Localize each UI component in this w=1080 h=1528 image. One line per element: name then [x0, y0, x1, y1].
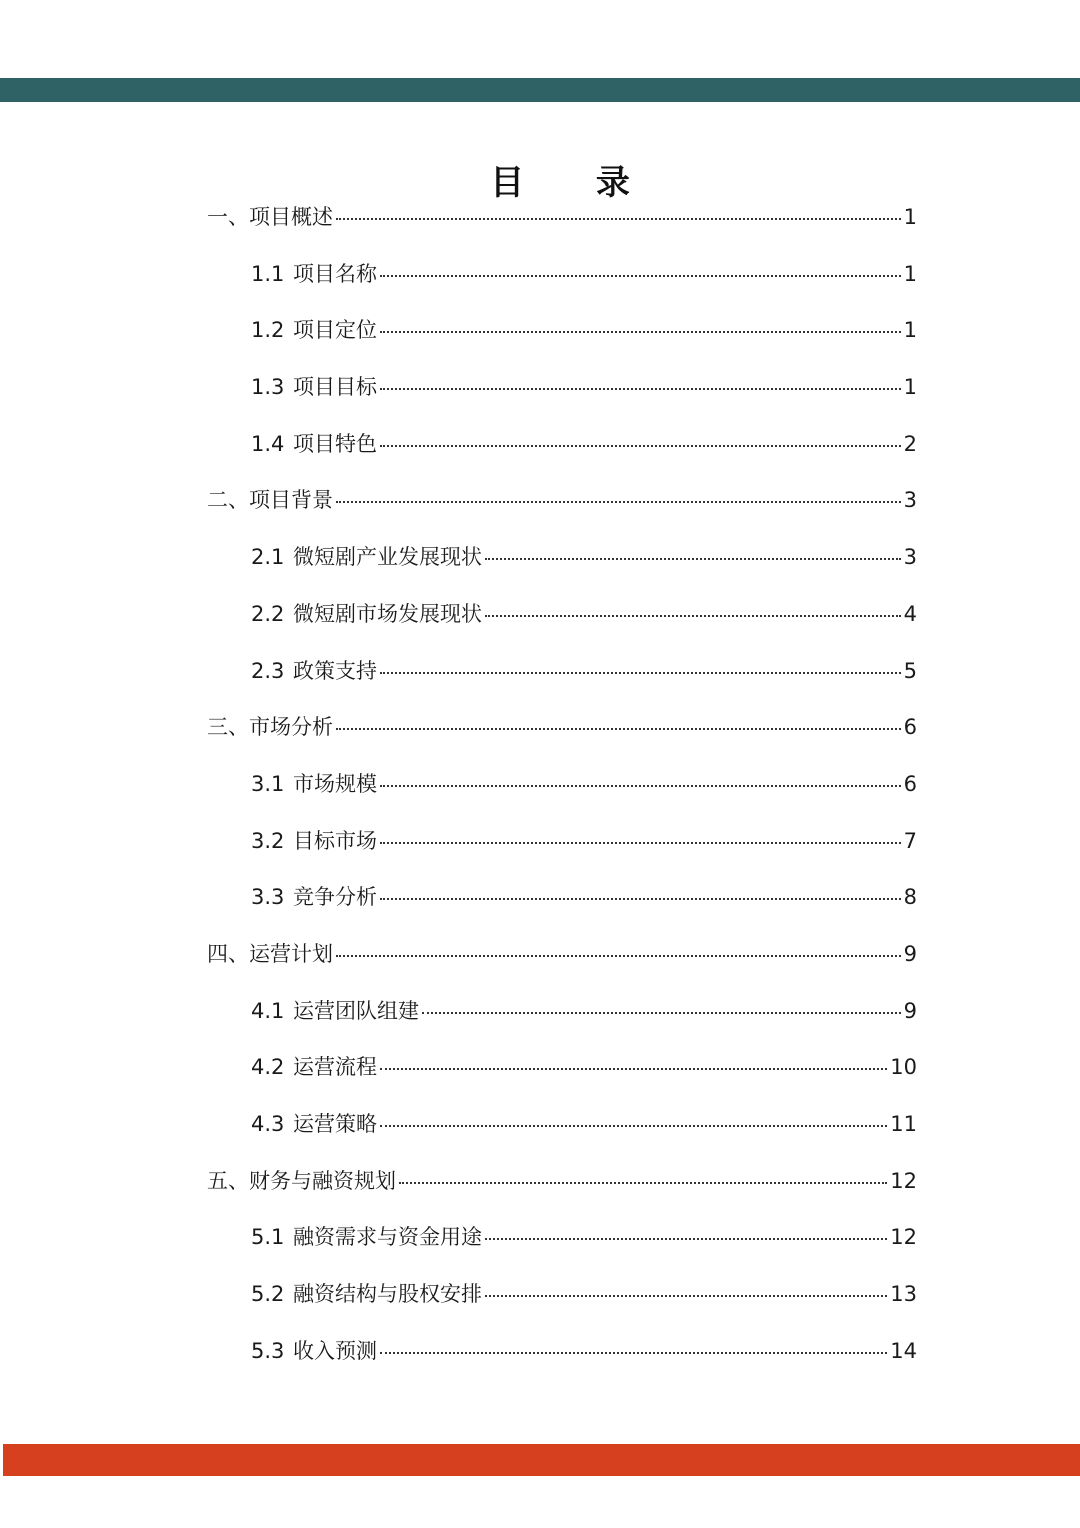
toc-dot-leader: [485, 615, 901, 617]
toc-entry-title: 四、运营计划: [207, 941, 333, 966]
toc-entry-number: 1.3: [251, 375, 285, 400]
toc-dot-leader: [422, 1012, 901, 1014]
toc-dot-leader: [485, 1295, 887, 1297]
toc-entry-title: 微短剧产业发展现状: [293, 545, 482, 570]
toc-dot-leader: [336, 955, 901, 957]
toc-dot-leader: [336, 218, 901, 220]
toc-page-number: 10: [890, 1055, 917, 1080]
toc-section-entry[interactable]: [207, 1046, 917, 1103]
toc-entry-number: 4.2: [251, 1055, 285, 1080]
toc-section-entry[interactable]: [207, 1103, 917, 1160]
toc-entry-title: 项目名称: [293, 261, 377, 286]
toc-entry-number: 5.1: [251, 1225, 285, 1250]
toc-entry-number: 1.1: [251, 261, 285, 286]
toc-page-number: 3: [903, 488, 917, 513]
toc-entry-number: 2.2: [251, 601, 285, 626]
toc-entry-number: 3.3: [251, 885, 285, 910]
toc-page-number: 4: [903, 601, 917, 626]
toc-section-entry[interactable]: [207, 876, 917, 933]
toc-page-number: 7: [903, 828, 917, 853]
toc-entry-title: 政策支持: [293, 658, 377, 683]
toc-page-number: 1: [903, 318, 917, 343]
toc-entry-number: 5.2: [251, 1282, 285, 1307]
toc-section-entry[interactable]: [207, 536, 917, 593]
toc-entry-number: 5.3: [251, 1338, 285, 1363]
toc-entry-number: 2.1: [251, 545, 285, 570]
toc-dot-leader: [380, 785, 901, 787]
toc-entry-number: 3.1: [251, 771, 285, 796]
toc-dot-leader: [380, 898, 901, 900]
toc-page-number: 11: [890, 1112, 917, 1136]
toc-section-entry[interactable]: [207, 1273, 917, 1330]
toc-chapter-entry[interactable]: [207, 196, 917, 253]
toc-entry-title: 竞争分析: [293, 885, 377, 910]
toc-section-entry[interactable]: [207, 820, 917, 877]
toc-page-number: 1: [903, 261, 917, 286]
toc-dot-leader: [380, 275, 901, 277]
toc-entry-title: 收入预测: [293, 1338, 377, 1363]
toc-page-number: 14: [890, 1338, 917, 1363]
toc-dot-leader: [336, 728, 901, 730]
toc-entry-title: 一、项目概述: [207, 205, 333, 229]
toc-section-entry[interactable]: [207, 593, 917, 650]
toc-entry-title: 三、市场分析: [207, 715, 333, 740]
toc-section-entry[interactable]: [207, 1216, 917, 1273]
toc-page-number: 1: [903, 375, 917, 400]
toc-entry-title: 微短剧市场发展现状: [293, 601, 482, 626]
toc-dot-leader: [485, 1238, 887, 1240]
toc-section-entry[interactable]: [207, 763, 917, 820]
toc-page-number: 12: [890, 1225, 917, 1250]
toc-entry-number: 1.4: [251, 431, 285, 456]
toc-entry-title: 项目定位: [293, 318, 377, 343]
toc-page-number: 1: [903, 205, 917, 229]
toc-section-entry[interactable]: [207, 366, 917, 423]
toc-entry-title: 运营团队组建: [293, 998, 419, 1023]
toc-dot-leader: [380, 388, 901, 390]
toc-page-number: 6: [903, 715, 917, 740]
toc-section-entry[interactable]: [207, 423, 917, 480]
toc-entry-title: 项目特色: [293, 431, 377, 456]
toc-chapter-entry[interactable]: [207, 479, 917, 536]
toc-entry-title: 运营策略: [293, 1112, 377, 1136]
toc-dot-leader: [380, 1125, 887, 1127]
toc-dot-leader: [336, 501, 901, 503]
top-color-bar: [0, 78, 1080, 102]
toc-page-number: 6: [903, 771, 917, 796]
toc-dot-leader: [399, 1182, 887, 1184]
toc-section-entry[interactable]: [207, 253, 917, 310]
toc-entry-title: 二、项目背景: [207, 488, 333, 513]
toc-chapter-entry[interactable]: [207, 933, 917, 990]
toc-dot-leader: [380, 1068, 887, 1070]
toc-page-number: 3: [903, 545, 917, 570]
toc-dot-leader: [380, 842, 901, 844]
toc-chapter-entry[interactable]: [207, 706, 917, 763]
toc-entry-title: 融资结构与股权安排: [293, 1282, 482, 1307]
toc-dot-leader: [380, 331, 901, 333]
toc-page-number: 9: [903, 941, 917, 966]
toc-dot-leader: [380, 672, 901, 674]
toc-section-entry[interactable]: [207, 1330, 917, 1387]
toc-entry-title: 融资需求与资金用途: [293, 1225, 482, 1250]
toc-entry-number: 2.3: [251, 658, 285, 683]
bottom-color-bar: [3, 1444, 1080, 1476]
toc-entry-number: 3.2: [251, 828, 285, 853]
toc-entry-title: 五、财务与融资规划: [207, 1168, 396, 1193]
toc-entry-number: 4.3: [251, 1112, 285, 1136]
toc-dot-leader: [380, 1352, 887, 1354]
toc-page-number: 8: [903, 885, 917, 910]
toc-entry-title: 项目目标: [293, 375, 377, 400]
toc-page-number: 2: [903, 431, 917, 456]
table-of-contents: [207, 196, 917, 1386]
toc-dot-leader: [380, 445, 901, 447]
toc-entry-number: 4.1: [251, 998, 285, 1023]
toc-entry-title: 目标市场: [293, 828, 377, 853]
toc-title: 目 录: [490, 162, 660, 203]
toc-page-number: 12: [890, 1168, 917, 1193]
toc-section-entry[interactable]: [207, 650, 917, 707]
toc-entry-number: 1.2: [251, 318, 285, 343]
toc-entry-title: 运营流程: [293, 1055, 377, 1080]
toc-section-entry[interactable]: [207, 309, 917, 366]
toc-section-entry[interactable]: [207, 990, 917, 1047]
toc-dot-leader: [485, 558, 901, 560]
toc-chapter-entry[interactable]: [207, 1160, 917, 1217]
toc-page-number: 9: [903, 998, 917, 1023]
toc-page-number: 13: [890, 1282, 917, 1307]
toc-page-number: 5: [903, 658, 917, 683]
toc-entry-title: 市场规模: [293, 771, 377, 796]
